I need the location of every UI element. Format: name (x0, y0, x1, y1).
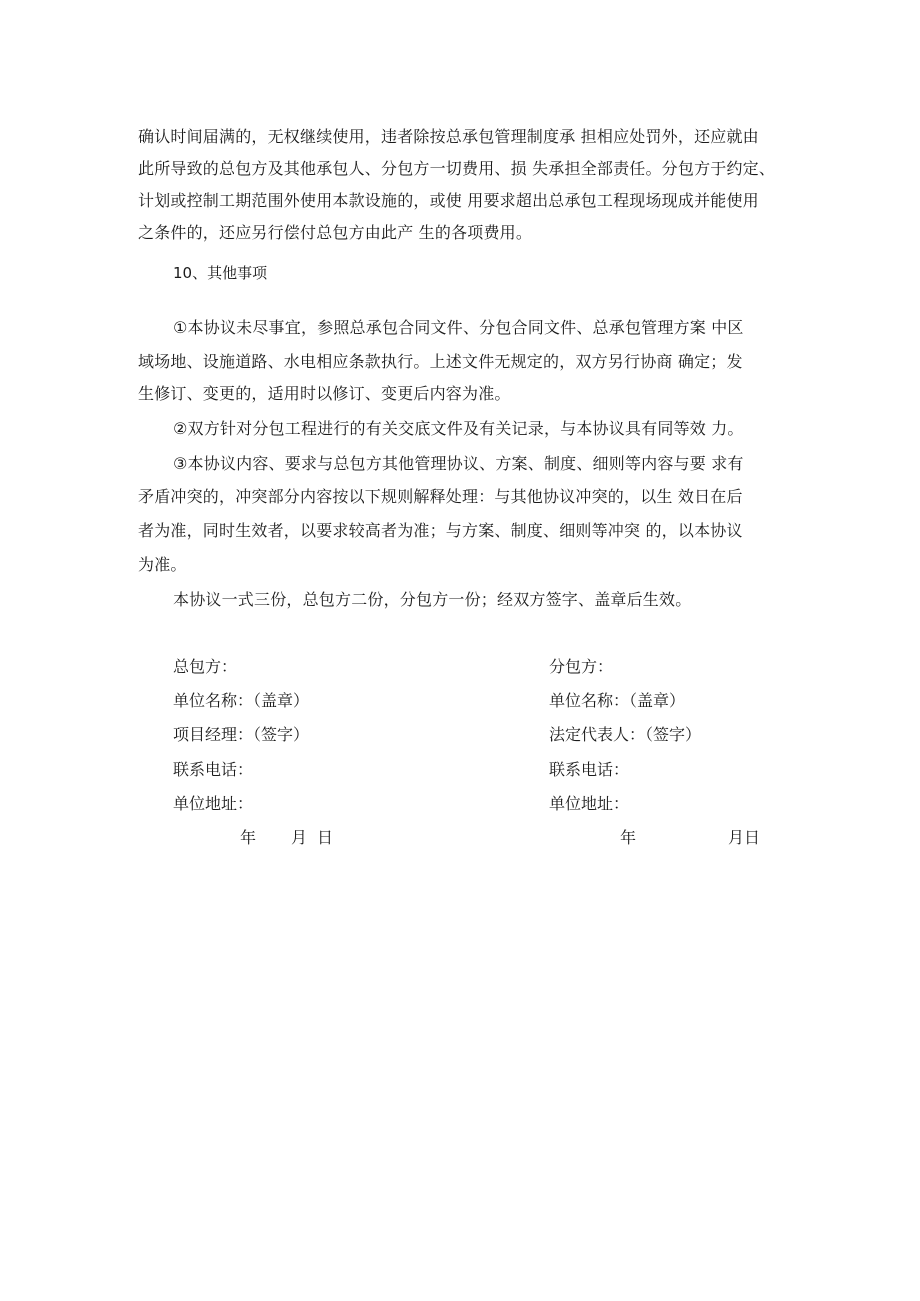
sub-unit-name: 单位名称：（盖章） (549, 691, 686, 710)
paragraph-line: 此所导致的总包方及其他承包人、分包方一切费用、损 失承担全部责任。分包方于约定、 (138, 159, 776, 178)
gc-address: 单位地址： (173, 794, 254, 813)
gc-date-year: 年 (240, 828, 257, 847)
sub-party-label: 分包方： (549, 657, 614, 676)
sub-date-month-day: 月日 (728, 828, 761, 847)
sub-phone: 联系电话： (549, 760, 630, 779)
item2-line: ②双方针对分包工程进行的有关交底文件及有关记录，与本协议具有同等效 力。 (173, 419, 744, 438)
gc-unit-name: 单位名称：（盖章） (173, 691, 310, 710)
item3-line: 为准。 (138, 555, 187, 574)
item1-line: 域场地、设施道路、水电相应条款执行。上述文件无规定的，双方另行协商 确定；发 (138, 352, 743, 371)
sub-address: 单位地址： (549, 794, 630, 813)
gc-party-label: 总包方： (173, 657, 238, 676)
item3-line: 者为准，同时生效者，以要求较高者为准；与方案、制度、细则等冲突 的，以本协议 (138, 521, 743, 540)
item3-line: ③本协议内容、要求与总包方其他管理协议、方案、制度、细则等内容与要 求有 (173, 454, 744, 473)
copies-clause: 本协议一式三份，总包方二份，分包方一份；经双方签字、盖章后生效。 (173, 590, 692, 609)
item1-line: ①本协议未尽事宜，参照总承包合同文件、分包合同文件、总承包管理方案 中区 (173, 318, 744, 337)
section-heading: 10、其他事项 (173, 264, 268, 282)
gc-manager-signature: 项目经理：（签字） (173, 725, 310, 744)
paragraph-line: 确认时间届满的，无权继续使用，违者除按总承包管理制度承 担相应处罚外，还应就由 (138, 127, 759, 146)
sub-date-year: 年 (620, 828, 637, 847)
gc-phone: 联系电话： (173, 760, 254, 779)
gc-date-month: 月 (291, 828, 308, 847)
sub-representative-signature: 法定代表人：（签字） (549, 725, 702, 744)
paragraph-line: 计划或控制工期范围外使用本款设施的，或使 用要求超出总承包工程现场现成并能使用 (138, 191, 759, 210)
item1-line: 生修订、变更的，适用时以修订、变更后内容为准。 (138, 384, 511, 403)
gc-date-day: 日 (317, 828, 334, 847)
item3-line: 矛盾冲突的，冲突部分内容按以下规则解释处理：与其他协议冲突的，以生 效日在后 (138, 487, 743, 506)
paragraph-line: 之条件的，还应另行偿付总包方由此产 生的各项费用。 (138, 223, 533, 242)
